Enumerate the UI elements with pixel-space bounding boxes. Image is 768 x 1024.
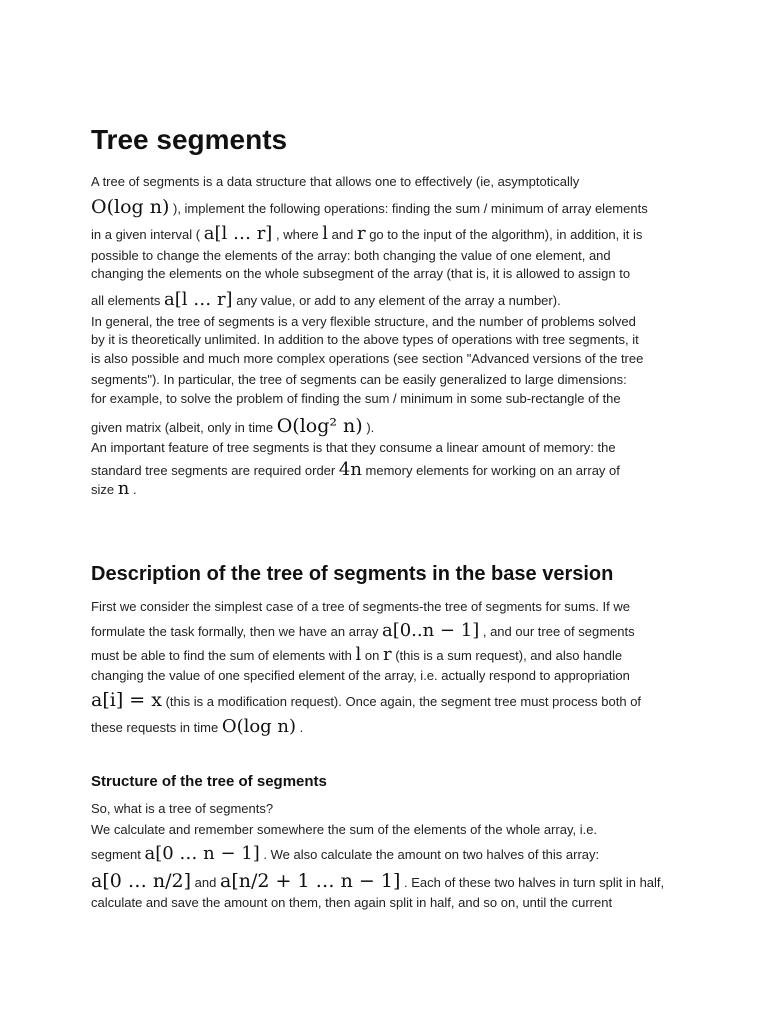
paragraph-line <box>91 174 579 190</box>
text: segment <box>91 847 141 862</box>
text: , and our tree of segments <box>482 624 635 639</box>
subsection-heading: Structure of the tree of segments <box>91 773 327 790</box>
math-formula: a[i] = x <box>91 689 162 711</box>
text: calculate and save the amount on them, then again split in half, and so on, until the current <box>91 895 613 910</box>
text: segments"). In particular, the tree of segments can be easily generalized to large dimensions: <box>91 372 627 387</box>
text: for example, to solve the problem of finding the sum / minimum in some sub-rectangle of the <box>91 391 621 406</box>
paragraph-line <box>91 870 665 892</box>
text: ), implement the following operations: finding the sum / minimum of array elements <box>172 201 648 216</box>
text: memory elements for working on an array of <box>365 463 620 478</box>
text: , where <box>275 227 319 242</box>
text: changing the value of one specified element of the array, i.e. actually respond to appropriation <box>91 668 630 683</box>
paragraph-line <box>91 266 630 282</box>
paragraph-line <box>91 620 635 641</box>
text: (this is a modification request). Once again, the segment tree must process both of <box>165 694 642 709</box>
text: is also possible and much more complex operations (see section "Advanced versions of the tree <box>91 351 644 366</box>
paragraph-line <box>91 391 621 407</box>
page-title: Tree segments <box>91 124 288 155</box>
text: . <box>132 482 137 497</box>
paragraph-line <box>91 895 612 911</box>
text: size <box>91 482 115 497</box>
text: . <box>299 720 304 735</box>
text: First we consider the simplest case of a tree of segments-the tree of segments for sums. If we <box>91 599 630 614</box>
text: possible to change the elements of the array: both changing the value of one element, and <box>91 248 611 263</box>
paragraph-line <box>91 196 648 218</box>
text: So, what is a tree of segments? <box>91 801 274 816</box>
math-formula: a[0..n − 1] <box>381 620 480 641</box>
text: and <box>331 227 354 242</box>
text: must be able to find the sum of elements with <box>91 648 352 663</box>
text: . Each of these two halves in turn split in half, <box>404 875 665 890</box>
paragraph-line <box>91 351 643 367</box>
paragraph-line <box>91 599 630 615</box>
math-formula: a[0 … n/2] <box>91 870 192 892</box>
text: by it is theoretically unlimited. In addition to the above types of operations with tree segments, it <box>91 332 639 347</box>
text: ). <box>366 420 375 435</box>
text: these requests in time <box>91 720 219 735</box>
paragraph-line <box>91 415 375 437</box>
text: go to the input of the algorithm), in addition, it is <box>369 227 643 242</box>
paragraph-line <box>91 459 620 480</box>
text: An important feature of tree segments is that they consume a linear amount of memory: the <box>91 440 616 455</box>
paragraph-line <box>91 314 636 330</box>
math-formula: r <box>382 644 392 665</box>
paragraph-line <box>91 644 623 665</box>
paragraph-line <box>91 689 642 711</box>
text: (this is a sum request), and also handle <box>395 648 623 663</box>
text: on <box>364 648 380 663</box>
paragraph-line <box>91 248 611 264</box>
paragraph-line <box>91 822 597 838</box>
paragraph-line <box>91 843 600 864</box>
paragraph-line <box>91 332 639 348</box>
math-formula: O(log n) <box>91 196 170 218</box>
text: given matrix (albeit, only in time <box>91 420 274 435</box>
text: formulate the task formally, then we have an array <box>91 624 379 639</box>
math-formula: O(log² n) <box>276 415 363 437</box>
math-formula: l <box>322 223 328 244</box>
paragraph-line <box>91 372 627 388</box>
text: and <box>194 875 217 890</box>
paragraph-line <box>91 716 304 737</box>
math-formula: a[0 … n − 1] <box>144 843 260 864</box>
text: any value, or add to any element of the array a number). <box>236 293 561 308</box>
section-heading: Description of the tree of segments in the base version <box>91 563 614 585</box>
text: We calculate and remember somewhere the sum of the elements of the whole array, i.e. <box>91 822 598 837</box>
math-formula: a[l … r] <box>203 223 273 244</box>
text: in a given interval ( <box>91 227 201 242</box>
math-formula: a[n/2 + 1 … n − 1] <box>220 870 401 892</box>
math-formula: 4n <box>338 459 362 480</box>
paragraph-line <box>91 440 616 456</box>
paragraph-line <box>91 668 630 684</box>
math-formula: r <box>356 223 366 244</box>
paragraph-line <box>91 223 643 244</box>
text: all elements <box>91 293 161 308</box>
text: A tree of segments is a data structure that allows one to effectively (ie, asymptotically <box>91 174 580 189</box>
math-formula: l <box>355 644 362 665</box>
math-formula: n <box>117 478 130 499</box>
text: In general, the tree of segments is a very flexible structure, and the number of problems solved <box>91 314 636 329</box>
math-formula: a[l … r] <box>164 289 233 310</box>
text: . We also calculate the amount on two halves of this array: <box>263 847 600 862</box>
paragraph-line <box>91 801 273 817</box>
paragraph-line <box>91 289 561 310</box>
math-formula: O(log n) <box>221 716 297 737</box>
text: changing the elements on the whole subsegment of the array (that is, it is allowed to assign to <box>91 266 631 281</box>
paragraph-line <box>91 478 137 499</box>
text: standard tree segments are required order <box>91 463 336 478</box>
